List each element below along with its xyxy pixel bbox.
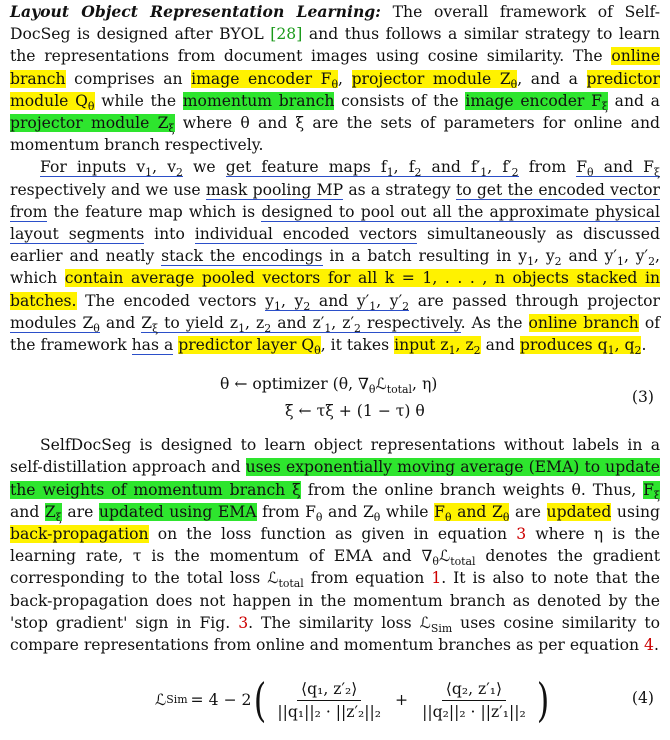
right-paren: ) — [536, 673, 550, 728]
subscript: 1 — [386, 166, 394, 180]
text: , which — [10, 247, 661, 288]
left-paren: ( — [254, 673, 267, 728]
subscript: 1 — [273, 299, 281, 313]
text: , f — [393, 158, 415, 177]
text: while the — [94, 91, 183, 110]
text: are passed through projector — [409, 291, 661, 310]
text: and a — [607, 91, 660, 110]
text: and — [480, 336, 520, 355]
fraction-1-denominator: ||q₁||₂ · ||z′₂||₂ — [277, 702, 382, 721]
highlight-f-xi — [643, 480, 660, 502]
text: and Z — [451, 502, 503, 521]
text: of the framework — [10, 313, 660, 355]
text: and Z — [322, 502, 374, 521]
text: F — [434, 502, 445, 521]
text: input z — [394, 336, 449, 355]
subscript: 2 — [264, 321, 272, 335]
text: in a batch resulting in y — [322, 247, 528, 266]
subscript: ξ — [168, 122, 175, 136]
equation-3-line-1 — [220, 375, 438, 397]
document-page — [10, 0, 660, 740]
text: projector module Z — [10, 114, 169, 133]
underline-modules — [10, 314, 100, 333]
paragraph-ema — [10, 434, 660, 656]
text: from F — [256, 502, 316, 521]
text: Z — [44, 502, 56, 521]
text: , — [338, 69, 352, 88]
subscript: 2 — [176, 166, 183, 180]
equation-3 — [10, 362, 660, 434]
highlight-input — [394, 336, 481, 358]
text: on the loss function as given in equation — [148, 525, 517, 544]
text: ℒ — [155, 691, 167, 710]
highlight-z-xi — [44, 502, 62, 524]
subscript: Sim — [430, 621, 453, 635]
text: and z′ — [271, 313, 325, 332]
text: respectively — [360, 313, 461, 332]
subscript: θ — [314, 344, 321, 358]
highlight-image-encoder-xi — [465, 91, 608, 113]
subscript: 2 — [354, 321, 361, 335]
subscript: 2 — [414, 166, 422, 180]
highlight-contain: contain average pooled vectors for all k = 1, . . . , n objects stacked in batches. — [10, 269, 660, 310]
text: F — [576, 158, 588, 177]
subscript: θ — [87, 99, 95, 113]
text: , z — [455, 336, 474, 355]
subscript: 1 — [527, 255, 535, 269]
text: where θ and ξ are the sets of parameters for online and momentum branch respectively. — [10, 114, 660, 155]
subscript: ξ — [152, 321, 159, 335]
underline-vectors — [265, 292, 409, 311]
text: The overall framework of Self-DocSeg is designed after BYOL — [10, 3, 661, 44]
text: , z′ — [331, 313, 355, 332]
text: The encoded vectors — [76, 291, 266, 310]
section-heading: Layout Object Representation Learning: — [10, 2, 381, 21]
subscript: 2 — [511, 166, 519, 180]
text: denotes the gradient corresponding to the total loss ℒ — [10, 547, 660, 588]
subscript: 2 — [648, 255, 656, 269]
text: from the online branch weights θ. Thus, — [300, 480, 644, 499]
highlight-predictor-layer — [178, 336, 321, 358]
text: while — [380, 502, 435, 521]
equation-4 — [10, 666, 660, 740]
subscript: ξ — [55, 510, 62, 524]
text: SelfDocSeg is designed to learn object representations without labels in a self-distillation approach and — [10, 436, 660, 477]
text: the feature map which is — [47, 202, 262, 221]
text: simultaneously as discussed earlier and neatly — [10, 225, 660, 266]
subscript: 2 — [554, 255, 562, 269]
subscript: total — [450, 555, 476, 569]
equation-4-number: (4) — [631, 689, 654, 708]
subscript: θ — [510, 77, 518, 91]
text: , z — [245, 313, 265, 332]
subscript: 1 — [238, 321, 246, 335]
subscript: θ — [331, 77, 339, 91]
subscript: θ — [93, 321, 100, 335]
text: predictor layer Q — [178, 336, 315, 355]
text: , q — [614, 336, 635, 355]
text: , and a — [517, 69, 587, 88]
paragraph-framework — [10, 1, 660, 156]
text: For inputs v — [40, 158, 146, 177]
equation-ref-4[interactable]: 4 — [644, 636, 654, 655]
text: are — [509, 502, 547, 521]
text: . — [653, 636, 659, 655]
text: from — [518, 158, 577, 177]
text: . The similarity loss ℒ — [248, 613, 431, 632]
text: projector module Z — [351, 69, 511, 88]
text: and F — [593, 158, 654, 177]
text: . — [641, 336, 647, 355]
highlight-momentum-branch: momentum branch — [182, 91, 335, 110]
subscript: 1 — [607, 344, 615, 358]
text: ℒ — [375, 375, 387, 394]
text: and f′ — [421, 158, 481, 177]
highlight-produces — [519, 336, 642, 358]
underline-encoders — [576, 158, 660, 180]
subscript: 1 — [145, 166, 153, 180]
fraction-2-numerator: ⟨q₂, z′₁⟩ — [442, 680, 506, 701]
text: , y — [534, 247, 555, 266]
plus-sign: + — [395, 691, 409, 710]
highlight-projector-module — [351, 69, 518, 91]
text: modules Z — [10, 313, 94, 332]
fraction-2-denominator: ||q₂||₂ · ||z′₁||₂ — [422, 702, 526, 721]
subscript: 1 — [324, 321, 332, 335]
subscript: 2 — [402, 299, 410, 313]
figure-ref-3[interactable]: 3 — [238, 613, 249, 632]
equation-4-body: ℒ Sim = 4 − 2 ( $\frac{\text{⟨q₁, z′₂⟩}}{\text{||q₁||₂ · ||z′₂||₂}}$ + $\frac{\text{⟨q₂, z′₁⟩}}{\text{||q₂||₂ · ||z′₁||₂}}$ ) — [155, 673, 550, 728]
highlight-updated: updated — [546, 502, 612, 521]
subscript: θ — [432, 555, 439, 569]
text: F — [643, 480, 654, 499]
paragraph-inputs — [10, 156, 660, 356]
subscript: θ — [315, 510, 323, 524]
text: we — [182, 158, 226, 177]
text: . It is also to note that the back-propagation does not happen in the momentum branch as denoted by the 'stop gradient' sign in Fig. — [10, 569, 660, 632]
subscript: 1 — [448, 344, 456, 358]
text: ℒ — [438, 547, 451, 566]
subscript: θ — [502, 510, 510, 524]
highlight-updated-ema: updated using EMA — [98, 502, 257, 521]
text: , it takes — [320, 336, 395, 355]
subscript: 2 — [303, 299, 311, 313]
text: θ ← optimizer (θ, ∇ — [220, 375, 369, 394]
underline-encoded-vector: to get the encoded vector from — [10, 180, 661, 221]
text: , y′ — [623, 247, 649, 266]
text: image encoder F — [191, 69, 332, 88]
text: and — [10, 502, 45, 521]
citation-28[interactable]: [28] — [270, 25, 303, 44]
text: , v — [152, 158, 176, 177]
subscript: 2 — [634, 344, 642, 358]
highlight-uses-ema: uses exponentially moving average (EMA) to update the weights of momentum branch ξ — [10, 458, 660, 499]
text: , y — [280, 291, 304, 310]
subscript: θ — [444, 510, 452, 524]
subscript: 2 — [473, 344, 481, 358]
highlight-online-branch-2: online branch — [528, 313, 639, 332]
text: Z — [141, 313, 153, 332]
text: as a strategy — [343, 180, 456, 199]
subscript: 1 — [616, 255, 624, 269]
text: are — [61, 502, 99, 521]
equation-3-number: (3) — [631, 388, 654, 407]
subscript: θ — [373, 510, 381, 524]
text: . As the — [460, 313, 529, 332]
subscript: total — [386, 383, 413, 397]
text: from equation — [303, 569, 432, 588]
equation-ref-1[interactable]: 1 — [431, 569, 442, 588]
highlight-back-propagation: back-propagation — [10, 525, 149, 544]
highlight-online-branch: online branch — [10, 47, 660, 88]
fraction-1 — [273, 680, 385, 721]
text: using — [611, 502, 660, 521]
subscript: ξ — [653, 166, 660, 180]
text: y — [265, 291, 274, 310]
subscript: θ — [587, 166, 594, 180]
text: , f′ — [487, 158, 512, 177]
underline-mask-pooling: mask pooling MP — [205, 180, 344, 199]
subscript: θ — [368, 383, 376, 397]
subscript: 1 — [480, 166, 488, 180]
text: , η) — [412, 375, 438, 394]
fraction-2 — [418, 680, 530, 721]
subscript: total — [278, 577, 304, 591]
text: and — [99, 313, 142, 332]
underline-has-a: has a — [131, 336, 174, 355]
text: and y′ — [561, 247, 617, 266]
subscript: ξ — [601, 99, 608, 113]
text: into — [144, 225, 195, 244]
highlight-f-and-z-theta — [434, 502, 510, 524]
underline-inputs — [40, 158, 183, 180]
highlight-image-encoder — [191, 69, 339, 91]
equation-3-line-2: ξ ← τξ + (1 − τ) θ — [285, 402, 425, 421]
text: image encoder F — [465, 91, 602, 110]
fraction-1-numerator: ⟨q₁, z′₂⟩ — [297, 680, 361, 701]
subscript: 1 — [369, 299, 377, 313]
text: = 4 − 2 — [190, 691, 252, 710]
text: get feature maps f — [225, 158, 387, 177]
text: and thus follows a similar strategy to learn the representations from document images using cosine similarity. The — [10, 25, 660, 66]
subscript: ξ — [653, 488, 660, 502]
text: predictor module Q — [10, 69, 660, 110]
highlight-projector-module-xi — [10, 114, 175, 136]
text: produces q — [519, 336, 608, 355]
text: where η is the learning rate, τ is the momentum of EMA and ∇ — [10, 525, 660, 566]
text: consists of the — [334, 91, 466, 110]
underline-designed: designed to pool out all the approximate physical layout segments — [10, 202, 660, 244]
text: , y′ — [376, 291, 403, 310]
equation-ref-3[interactable]: 3 — [516, 525, 527, 544]
text: respectively and we use — [10, 180, 206, 199]
text: and y′ — [310, 291, 370, 310]
text: uses cosine similarity to compare representations from online and momentum branches as per equation — [10, 613, 660, 655]
underline-individual-vectors: individual encoded vectors — [194, 225, 418, 244]
underline-feature-maps — [225, 158, 519, 180]
underline-yield — [141, 314, 460, 333]
underline-stack: stack the encodings — [161, 247, 323, 266]
text: to yield z — [158, 313, 239, 332]
text: comprises an — [65, 69, 192, 88]
